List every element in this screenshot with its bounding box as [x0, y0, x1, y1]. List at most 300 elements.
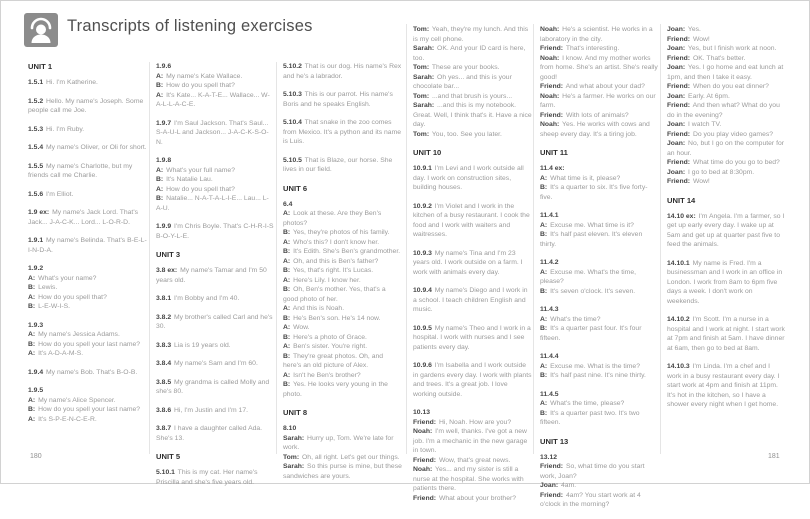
entry-text: Lia is 19 years old. — [174, 341, 231, 349]
line-text: What's your full name? — [166, 166, 235, 174]
entry-number: 1.5.1 — [28, 79, 44, 86]
entry-number: 1.9 ex: — [28, 209, 50, 216]
dialog-line — [156, 91, 275, 110]
line-text: Hurry up, Tom. We're late for work. — [283, 434, 394, 451]
speaker-label: Friend: — [667, 178, 691, 185]
transcript-entry — [28, 125, 147, 135]
entry-number: 5.10.2 — [283, 63, 302, 70]
exercise-number-line — [28, 321, 147, 331]
line-text: Yes, they're photos of his family. — [292, 229, 390, 236]
line-text: Oh yes... and this is your chocolate bar... — [413, 73, 512, 90]
dialog-line — [156, 175, 275, 185]
line-text: Oh, all right. Let's get our things. — [302, 453, 400, 461]
line-text: Yes, but I finish work at noon. — [687, 45, 777, 52]
speaker-label: A: — [540, 268, 548, 276]
speaker-label: A: — [283, 210, 291, 217]
line-text: Who's this? I don't know her. — [293, 238, 380, 246]
entry-number: 14.10.3 — [667, 363, 690, 370]
exercise-number: 13.12 — [540, 453, 558, 461]
entry-text: I'm Violet and I work in the kitchen of a busy restaurant. I cook the food and I work with waiters and waitresses. — [413, 202, 530, 238]
dialog-line — [28, 340, 147, 350]
dialog-line — [540, 409, 659, 428]
transcript-entry — [156, 378, 275, 397]
line-text: Wow, that's great news. — [438, 456, 511, 464]
line-text: Yes. I go home and eat lunch at 1pm, and then I take it easy. — [667, 64, 784, 81]
line-text: So, what time do you start work, Joan? — [540, 463, 645, 480]
speaker-label: A: — [283, 257, 291, 265]
line-text: He's a farmer. He works on our farm. — [540, 92, 656, 109]
speaker-label: Friend: — [540, 463, 564, 470]
line-text: Look at these. Are they Ben's photos? — [283, 210, 382, 227]
speaker-label: B: — [540, 184, 548, 191]
speaker-label: B: — [28, 406, 36, 413]
transcript-entry — [283, 156, 402, 175]
transcript-entry — [156, 119, 275, 148]
speaker-label: A: — [28, 331, 36, 338]
line-text: It's Kate... K-A-T-E... Wallace... W-A-L-L-A-C-E. — [156, 91, 270, 108]
speaker-label: Friend: — [413, 456, 437, 464]
dialog-line — [667, 139, 786, 158]
speaker-label: A: — [283, 305, 291, 312]
dialog-line — [667, 35, 786, 45]
line-text: What's the time, please? — [550, 400, 625, 407]
entry-text: My brother's called Carl and he's 30. — [156, 313, 273, 330]
speaker-label: B: — [283, 229, 291, 236]
dialog-line — [283, 380, 402, 399]
entry-number: 1.5.6 — [28, 190, 44, 198]
line-text: Yeah, they're my lunch. And this is my cell phone. — [413, 26, 529, 43]
dialog-line — [540, 183, 659, 202]
line-text: Early. At 6pm. — [688, 92, 730, 100]
speaker-label: B: — [28, 303, 36, 310]
dialog-line — [540, 268, 659, 287]
transcript-entry — [28, 97, 147, 116]
transcript-entry — [413, 324, 532, 353]
speaker-label: Noah: — [540, 26, 560, 33]
unit-heading: UNIT 13 — [540, 436, 569, 446]
speaker-label: Friend: — [413, 418, 437, 426]
speaker-label: B: — [283, 381, 291, 388]
dialog-block — [413, 418, 532, 504]
speaker-label: Joan: — [667, 168, 686, 176]
unit-heading: UNIT 14 — [667, 195, 696, 205]
entry-number: 1.5.5 — [28, 162, 44, 170]
transcript-entry — [156, 294, 275, 304]
line-text: Hi, Noah. How are you? — [438, 418, 512, 426]
transcript-column — [540, 25, 659, 519]
dialog-block — [540, 462, 659, 510]
dialog-line — [283, 453, 402, 463]
transcript-entry — [156, 266, 275, 285]
speaker-label: Joan: — [667, 92, 686, 100]
unit-heading: UNIT 5 — [156, 452, 181, 461]
line-text: 4am. — [561, 482, 577, 489]
entry-number: 10.9.1 — [413, 165, 432, 172]
line-text: OK. And your ID card is here, too. — [413, 45, 526, 62]
dialog-block — [540, 25, 659, 139]
entry-text: I'm Elliot. — [46, 190, 74, 198]
column-divider — [149, 62, 150, 454]
dialog-line — [156, 185, 275, 195]
entry-number: 5.10.3 — [283, 91, 302, 98]
speaker-label: B: — [540, 231, 548, 238]
dialog-line — [283, 228, 402, 238]
transcript-entry — [28, 78, 147, 88]
entry-number: 3.8.7 — [156, 425, 172, 432]
transcript-entry — [283, 90, 402, 109]
entry-text: My name's Bob. That's B-O-B. — [46, 368, 138, 376]
entry-number: 14.10.1 — [667, 259, 690, 267]
exercise-number-line — [156, 156, 275, 166]
line-text: Here's Lily. I know her. — [293, 276, 361, 284]
line-text: My name's Alice Spencer. — [38, 396, 116, 404]
entry-text: Hello. My name's Joseph. Some people call me Joe. — [28, 97, 144, 114]
entry-text: My name's Oliver, or Oli for short. — [46, 144, 147, 151]
dialog-block — [413, 25, 532, 139]
transcript-entry — [413, 249, 532, 278]
dialog-line — [667, 101, 786, 120]
line-text: Do you play video games? — [692, 130, 774, 138]
line-text: It's a quarter past two. It's two fifteen. — [540, 409, 640, 426]
entry-text: That snake in the zoo comes from Mexico. It's a python and its name is Luis. — [283, 119, 402, 145]
entry-text: That is our dog. His name's Rex and he's a labrador. — [283, 63, 402, 80]
dialog-block — [540, 399, 659, 428]
exercise-number-line — [540, 211, 659, 221]
unit-heading: UNIT 6 — [283, 183, 308, 193]
entry-number: 5.10.1 — [156, 469, 175, 476]
dialog-line — [540, 221, 659, 231]
entry-text: My name's Jack Lord. That's Jack... J-A-C-K... Lord... L-O-R-D. — [28, 209, 139, 226]
speaker-label: A: — [28, 396, 36, 404]
speaker-label: Sarah: — [413, 102, 435, 109]
transcript-entry — [156, 468, 275, 487]
dialog-line — [283, 462, 402, 481]
line-text: And then what? What do you do in the evening? — [667, 102, 780, 119]
line-text: It's S-P-E-N-C-E-R. — [38, 415, 97, 423]
transcript-column — [667, 25, 786, 419]
speaker-label: Noah: — [413, 466, 433, 473]
line-text: 4am? You start work at 4 o'clock in the morning? — [540, 491, 641, 508]
line-text: How do you spell that? — [166, 185, 235, 193]
exercise-number: 1.9.2 — [28, 265, 44, 272]
line-text: My name's Jessica Adams. — [38, 331, 120, 338]
speaker-label: Sarah: — [283, 434, 305, 442]
entry-text: My grandma is called Molly and she's 80. — [156, 378, 270, 395]
dialog-line — [540, 399, 659, 409]
dialog-line — [540, 44, 659, 54]
transcript-entry — [413, 202, 532, 240]
speaker-label: B: — [283, 333, 291, 341]
exercise-number: 11.4.1 — [540, 212, 559, 219]
transcript-entry — [283, 62, 402, 81]
entry-number: 10.9.4 — [413, 287, 432, 294]
dialog-line — [28, 302, 147, 312]
speaker-label: A: — [540, 221, 548, 229]
line-text: They're great photos. Oh, and here's an old picture of Alex. — [283, 352, 384, 369]
dialog-line — [667, 120, 786, 130]
dialog-line — [413, 456, 532, 466]
speaker-label: Sarah: — [413, 45, 435, 52]
transcript-entry — [28, 162, 147, 181]
dialog-block — [540, 174, 659, 203]
speaker-label: B: — [540, 287, 548, 295]
dialog-line — [540, 315, 659, 325]
entry-number: 14.10.2 — [667, 316, 690, 323]
line-text: Wow! — [692, 35, 710, 43]
speaker-label: A: — [156, 72, 164, 80]
exercise-number: 11.4.4 — [540, 353, 559, 360]
line-text: And this is Noah. — [292, 305, 345, 312]
left-page-number: 180 — [30, 453, 42, 460]
speaker-label: Joan: — [667, 64, 686, 71]
dialog-line — [540, 491, 659, 510]
entry-text: My name's Diego and I work in a school. I teach children English and music. — [413, 287, 528, 313]
dialog-line — [667, 82, 786, 92]
transcript-entry — [156, 313, 275, 332]
line-text: He's a scientist. He works in a laboratory in the city. — [540, 26, 653, 43]
entry-text: My name's Theo and I work in a hospital. I work with nurses and I see patients every day. — [413, 324, 531, 351]
dialog-line — [283, 266, 402, 276]
exercise-number: 10.13 — [413, 409, 431, 416]
entry-number: 14.10 ex: — [667, 212, 696, 220]
speaker-label: B: — [540, 325, 548, 332]
dialog-line — [667, 92, 786, 102]
transcript-entry — [28, 236, 147, 255]
speaker-label: A: — [28, 350, 36, 357]
line-text: It's A-D-A-M-S. — [38, 350, 84, 357]
dialog-line — [156, 72, 275, 82]
speaker-label: Joan: — [667, 45, 686, 52]
line-text: ...and this is my notebook. Great. Well, I think that's it. Have a nice day. — [413, 102, 532, 128]
dialog-line — [540, 92, 659, 111]
exercise-number: 6.4 — [283, 200, 293, 208]
speaker-label: B: — [283, 267, 291, 274]
line-text: L-E-W-I-S. — [38, 303, 71, 310]
entry-number: 10.9.6 — [413, 362, 432, 369]
line-text: I'm well, thanks. I've got a new job. I'm a mechanic in the new garage in town. — [413, 428, 528, 454]
dialog-line — [413, 63, 532, 73]
speaker-label: Tom: — [413, 26, 430, 33]
line-text: What's the time? — [550, 315, 601, 323]
speaker-label: A: — [156, 166, 164, 174]
line-text: When do you eat dinner? — [692, 83, 769, 90]
speaker-label: Friend: — [667, 35, 691, 43]
line-text: You, too. See you later. — [431, 130, 502, 138]
line-text: It's seven o'clock. It's seven. — [550, 287, 636, 295]
line-text: Oh, and this is Ben's father? — [293, 257, 379, 265]
dialog-line — [540, 371, 659, 381]
column-divider — [533, 24, 534, 454]
line-text: How do you spell that? — [38, 293, 107, 301]
entry-text: I'm Chris Boyle. That's C-H-R-I-S B-O-Y-L-E. — [156, 223, 274, 240]
speaker-label: Tom: — [413, 64, 430, 71]
line-text: It's half past nine. It's nine thirty. — [550, 372, 646, 379]
transcript-column — [283, 62, 402, 490]
entry-text: I'm Linda. I'm a chef and I work in a busy restaurant every day. I start work at 4pm and finish at 11pm. It's hot in the kitchen, so I have a shower every night when I get home. — [667, 363, 780, 408]
dialog-line — [413, 101, 532, 130]
line-text: No, but I go on the computer for an hour. — [667, 140, 784, 157]
line-text: Excuse me. What time is it? — [550, 221, 634, 229]
line-text: How do you spell your last name? — [38, 340, 141, 348]
speaker-label: Tom: — [283, 453, 300, 461]
entry-number: 10.9.2 — [413, 202, 432, 210]
line-text: Lewis. — [38, 284, 58, 291]
dialog-block — [283, 209, 402, 399]
dialog-line — [540, 230, 659, 249]
entry-number: 1.5.4 — [28, 144, 44, 151]
speaker-label: Joan: — [667, 26, 686, 33]
entry-number: 5.10.5 — [283, 156, 302, 164]
transcript-entry — [283, 118, 402, 147]
speaker-label: Friend: — [413, 494, 437, 502]
line-text: Yes. He works with cows and sheep every day. It's a tiring job. — [540, 121, 650, 138]
speaker-label: A: — [540, 174, 548, 182]
dialog-line — [283, 352, 402, 371]
line-text: That's interesting. — [565, 45, 620, 52]
speaker-label: Joan: — [667, 140, 686, 147]
dialog-line — [156, 166, 275, 176]
dialog-line — [540, 462, 659, 481]
dialog-block — [156, 72, 275, 110]
speaker-label: B: — [156, 82, 164, 89]
entry-text: My name is Fred. I'm a businessman and I work in an office in London. I work from 8am to 6pm five days a week. I don't work on weekends. — [667, 259, 783, 305]
line-text: How do you spell that? — [166, 82, 235, 89]
exercise-number: 8.10 — [283, 425, 297, 432]
entry-text: My name's Tina and I'm 23 years old. I work outside on a farm. I work with animals every day. — [413, 249, 523, 276]
exercise-number-line — [540, 258, 659, 268]
line-text: Natalie... N-A-T-A-L-I-E... Lau... L-A-U. — [156, 195, 269, 212]
speaker-label: B: — [28, 340, 36, 348]
line-text: Excuse me. What's the time, please? — [540, 268, 636, 285]
entry-text: I'm Levi and I work outside all day. I work on construction sites, building houses. — [413, 165, 524, 191]
dialog-line — [283, 323, 402, 333]
speaker-label: A: — [156, 91, 164, 99]
exercise-number: 11.4.5 — [540, 390, 559, 398]
exercise-number: 1.9.5 — [28, 387, 44, 394]
transcript-entry — [667, 362, 786, 410]
speaker-label: A: — [28, 293, 36, 301]
dialog-line — [667, 54, 786, 64]
dialog-line — [540, 362, 659, 372]
dialog-line — [28, 274, 147, 284]
speaker-label: B: — [540, 372, 548, 379]
line-text: I go to bed at 8:30pm. — [688, 168, 755, 176]
page-title: Transcripts of listening exercises — [67, 17, 313, 35]
speaker-label: B: — [283, 352, 291, 360]
entry-text: My name's Sam and I'm 60. — [174, 360, 258, 367]
dialog-line — [28, 293, 147, 303]
exercise-number: 1.9.8 — [156, 157, 172, 164]
speaker-label: B: — [28, 284, 36, 291]
speaker-label: A: — [283, 238, 291, 246]
dialog-line — [156, 194, 275, 213]
dialog-block — [28, 274, 147, 312]
line-text: Excuse me. What is the time? — [550, 362, 640, 370]
dialog-line — [283, 276, 402, 286]
line-text: How do you spell your last name? — [38, 406, 141, 413]
speaker-label: Tom: — [413, 92, 430, 100]
transcript-entry — [28, 143, 147, 153]
dialog-block — [540, 268, 659, 297]
entry-text: Hi. I'm Ruby. — [46, 125, 85, 133]
speaker-label: A: — [28, 274, 36, 282]
line-text: What time do you go to bed? — [692, 159, 780, 166]
speaker-label: B: — [540, 409, 548, 417]
speaker-label: Tom: — [413, 130, 430, 138]
dialog-line — [413, 427, 532, 456]
speaker-label: Friend: — [540, 83, 564, 90]
line-text: Yes... and my sister is still a nurse at the hospital. She works with patients there. — [413, 466, 524, 492]
transcript-entry — [667, 315, 786, 353]
speaker-label: Friend: — [540, 45, 564, 52]
dialog-block — [156, 166, 275, 214]
speaker-label: Noah: — [413, 428, 433, 435]
speaker-label: A: — [283, 324, 291, 331]
dialog-line — [540, 54, 659, 83]
transcript-entry — [667, 259, 786, 307]
speaker-label: Friend: — [540, 111, 564, 119]
speaker-label: Friend: — [667, 130, 691, 138]
line-text: My name's Kate Wallace. — [166, 72, 243, 80]
entry-text: I'm Bobby and I'm 40. — [174, 295, 240, 302]
entry-number: 10.9.3 — [413, 249, 432, 257]
dialog-line — [667, 25, 786, 35]
line-text: Wow! — [692, 178, 710, 185]
line-text: What time is it, please? — [550, 174, 621, 182]
line-text: These are your books. — [431, 64, 500, 71]
dialog-line — [413, 25, 532, 44]
exercise-number: 11.4.3 — [540, 306, 559, 313]
line-text: It's a quarter to six. It's five forty-five. — [540, 184, 648, 201]
transcript-entry — [413, 164, 532, 193]
speaker-label: B: — [283, 314, 291, 322]
speaker-label: Noah: — [540, 121, 560, 128]
dialog-line — [413, 130, 532, 140]
line-text: He's Ben's son. He's 14 now. — [293, 314, 381, 322]
dialog-line — [667, 44, 786, 54]
exercise-number-line — [156, 62, 275, 72]
speaker-label: A: — [283, 371, 291, 379]
exercise-number-line — [283, 424, 402, 434]
speaker-label: A: — [28, 415, 36, 423]
exercise-number-line — [28, 386, 147, 396]
dialog-line — [540, 25, 659, 44]
transcript-entry — [667, 212, 786, 250]
entry-text: My name's Tamar and I'm 50 years old. — [156, 267, 267, 284]
exercise-number: 11.4.2 — [540, 259, 559, 266]
dialog-line — [413, 92, 532, 102]
dialog-line — [540, 481, 659, 491]
speaker-label: Friend: — [667, 102, 691, 109]
unit-heading: UNIT 11 — [540, 148, 568, 157]
dialog-line — [283, 247, 402, 257]
line-text: ...and that brush is yours... — [432, 92, 513, 100]
speaker-label: Friend: — [667, 83, 691, 90]
dialog-block — [540, 315, 659, 344]
line-text: It's a quarter past four. It's four fifteen. — [540, 325, 642, 342]
line-text: OK. That's better. — [692, 54, 746, 62]
dialog-line — [667, 168, 786, 178]
dialog-line — [540, 111, 659, 121]
dialog-line — [540, 82, 659, 92]
dialog-line — [283, 342, 402, 352]
speaker-label: Joan: — [667, 121, 686, 128]
speaker-label: B: — [156, 195, 164, 202]
dialog-line — [283, 285, 402, 304]
speaker-label: Sarah: — [283, 463, 305, 470]
line-text: Here's a photo of Grace. — [293, 333, 367, 341]
line-text: I know. And my mother works from home. She's an artist. She's really good! — [540, 54, 658, 81]
